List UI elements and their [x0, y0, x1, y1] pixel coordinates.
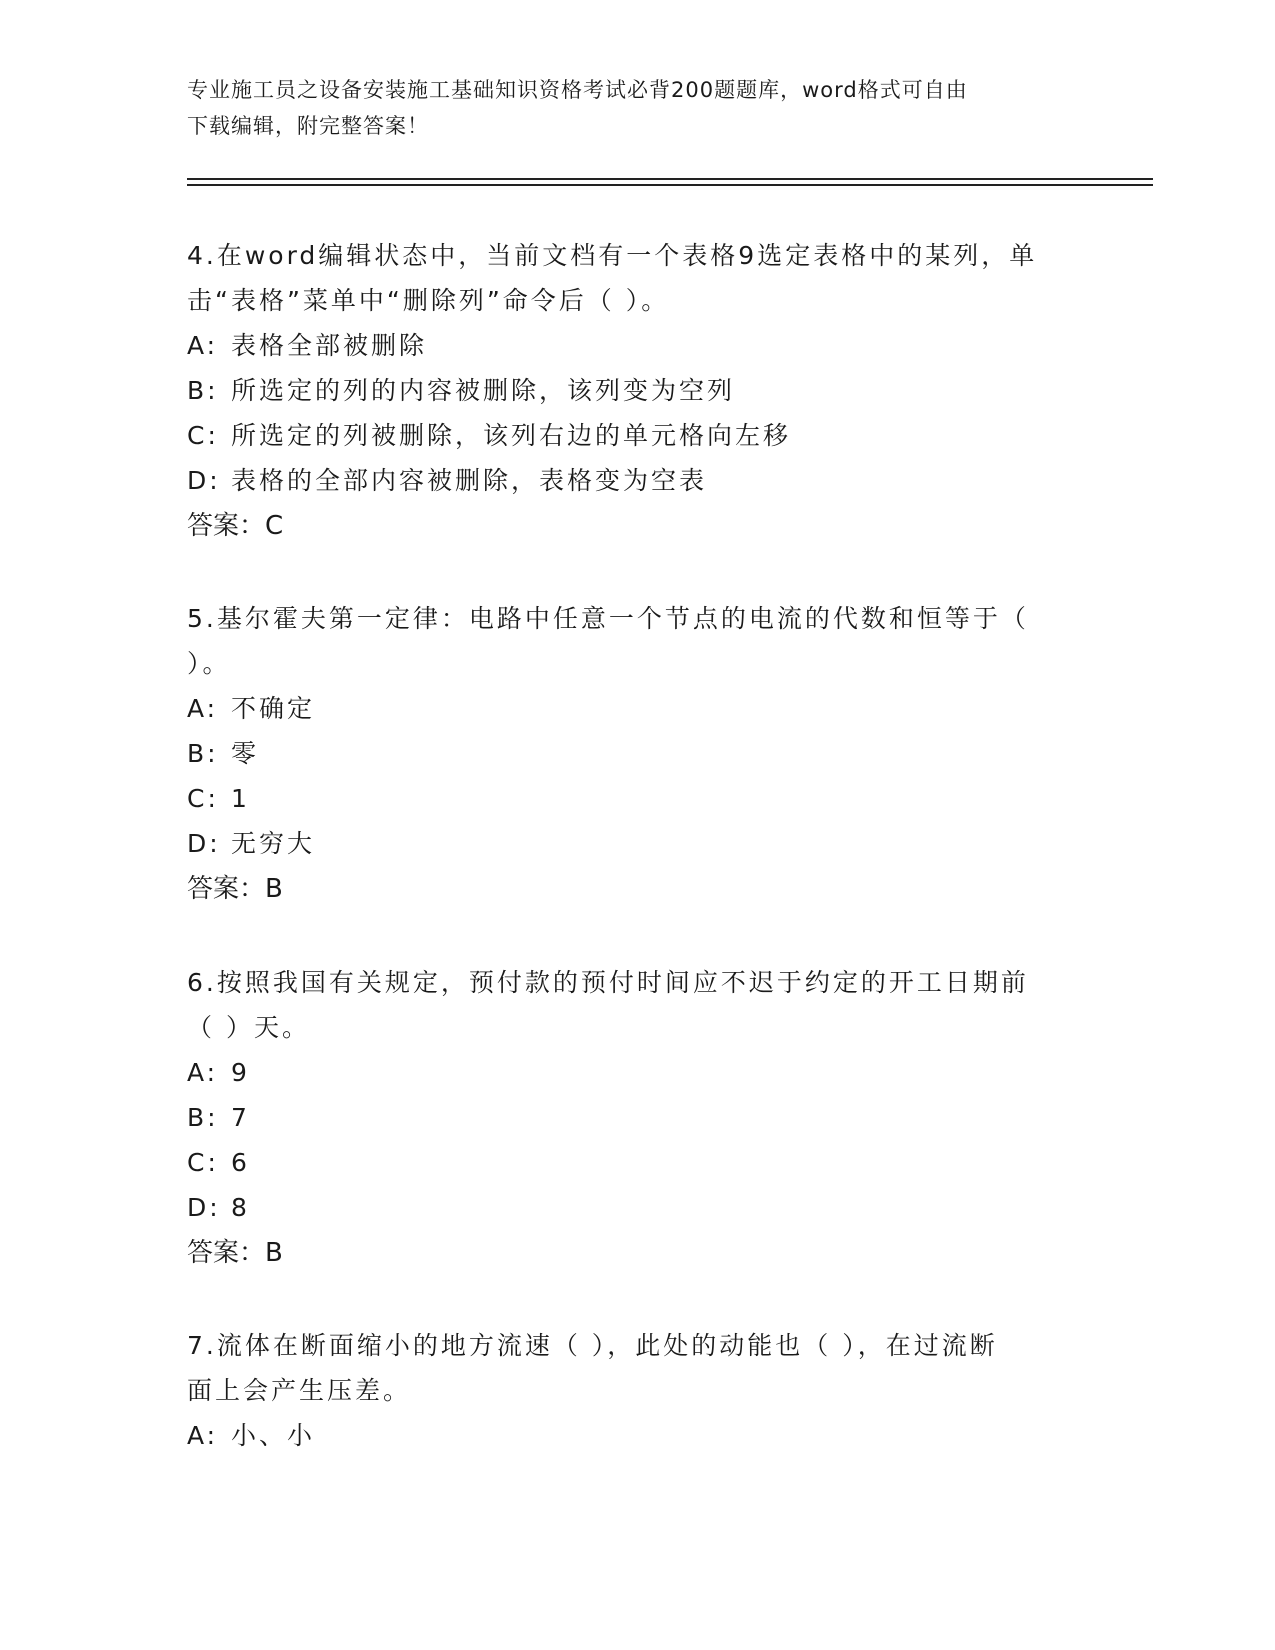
option-d [187, 1185, 1087, 1230]
option-text: 9 [231, 1058, 250, 1087]
option-text: 8 [231, 1193, 250, 1222]
question-stem-line: 7.流体在断面缩小的地方流速（ ），此处的动能也（ ），在过流断 [187, 1331, 998, 1360]
option-a [187, 1050, 1087, 1095]
option-key: D: [187, 466, 221, 495]
question-stem-line: 4.在word编辑状态中，当前文档有一个表格9选定表格中的某列，单 [187, 241, 1038, 270]
option-key: D: [187, 1193, 221, 1222]
option-a [187, 1413, 1087, 1458]
option-text: 零 [231, 739, 260, 768]
question-7 [187, 1323, 1087, 1458]
option-key: B: [187, 1103, 219, 1132]
option-b [187, 731, 1087, 776]
option-key: B: [187, 739, 219, 768]
option-text: 表格的全部内容被删除，表格变为空表 [231, 466, 708, 495]
option-b [187, 368, 1087, 413]
option-text: 小、小 [231, 1421, 316, 1450]
question-6 [187, 960, 1087, 1276]
option-text: 7 [231, 1103, 250, 1132]
question-stem-line: （ ）天。 [187, 1013, 310, 1042]
option-key: A: [187, 1058, 219, 1087]
option-d [187, 821, 1087, 866]
option-text: 不确定 [231, 694, 316, 723]
option-key: C: [187, 784, 219, 813]
option-c [187, 1140, 1087, 1185]
answer-line: 答案：B [187, 1238, 283, 1268]
document-header [187, 72, 1087, 144]
option-text: 无穷大 [231, 829, 316, 858]
option-text: 所选定的列被删除，该列右边的单元格向左移 [231, 421, 792, 450]
option-key: C: [187, 1148, 219, 1177]
question-stem-line: ）。 [187, 649, 231, 678]
option-c [187, 776, 1087, 821]
option-text: 6 [231, 1148, 250, 1177]
answer-line: 答案：B [187, 874, 283, 904]
question-stem-line: 面上会产生压差。 [187, 1376, 412, 1405]
header-line-2: 下载编辑，附完整答案！ [187, 114, 429, 138]
option-b [187, 1095, 1087, 1140]
option-text: 1 [231, 784, 250, 813]
question-stem-line: 6.按照我国有关规定，预付款的预付时间应不迟于约定的开工日期前 [187, 968, 1029, 997]
option-key: A: [187, 331, 219, 360]
header-divider-top [187, 178, 1153, 180]
header-divider-bottom [187, 184, 1153, 186]
question-stem-line: 击“表格”菜单中“删除列”命令后（ ）。 [187, 286, 670, 315]
option-key: B: [187, 376, 219, 405]
option-key: A: [187, 694, 219, 723]
option-key: C: [187, 421, 219, 450]
question-stem-line: 5.基尔霍夫第一定律：电路中任意一个节点的电流的代数和恒等于（ [187, 604, 1029, 633]
option-text: 所选定的列的内容被删除，该列变为空列 [231, 376, 736, 405]
option-c [187, 413, 1087, 458]
option-key: A: [187, 1421, 219, 1450]
option-a [187, 323, 1087, 368]
option-d [187, 458, 1087, 503]
option-text: 表格全部被删除 [231, 331, 428, 360]
option-a [187, 686, 1087, 731]
answer-line: 答案：C [187, 511, 284, 541]
option-key: D: [187, 829, 221, 858]
question-4 [187, 233, 1087, 549]
header-line-1: 专业施工员之设备安装施工基础知识资格考试必背200题题库，word格式可自由 [187, 78, 968, 102]
question-5 [187, 596, 1087, 912]
